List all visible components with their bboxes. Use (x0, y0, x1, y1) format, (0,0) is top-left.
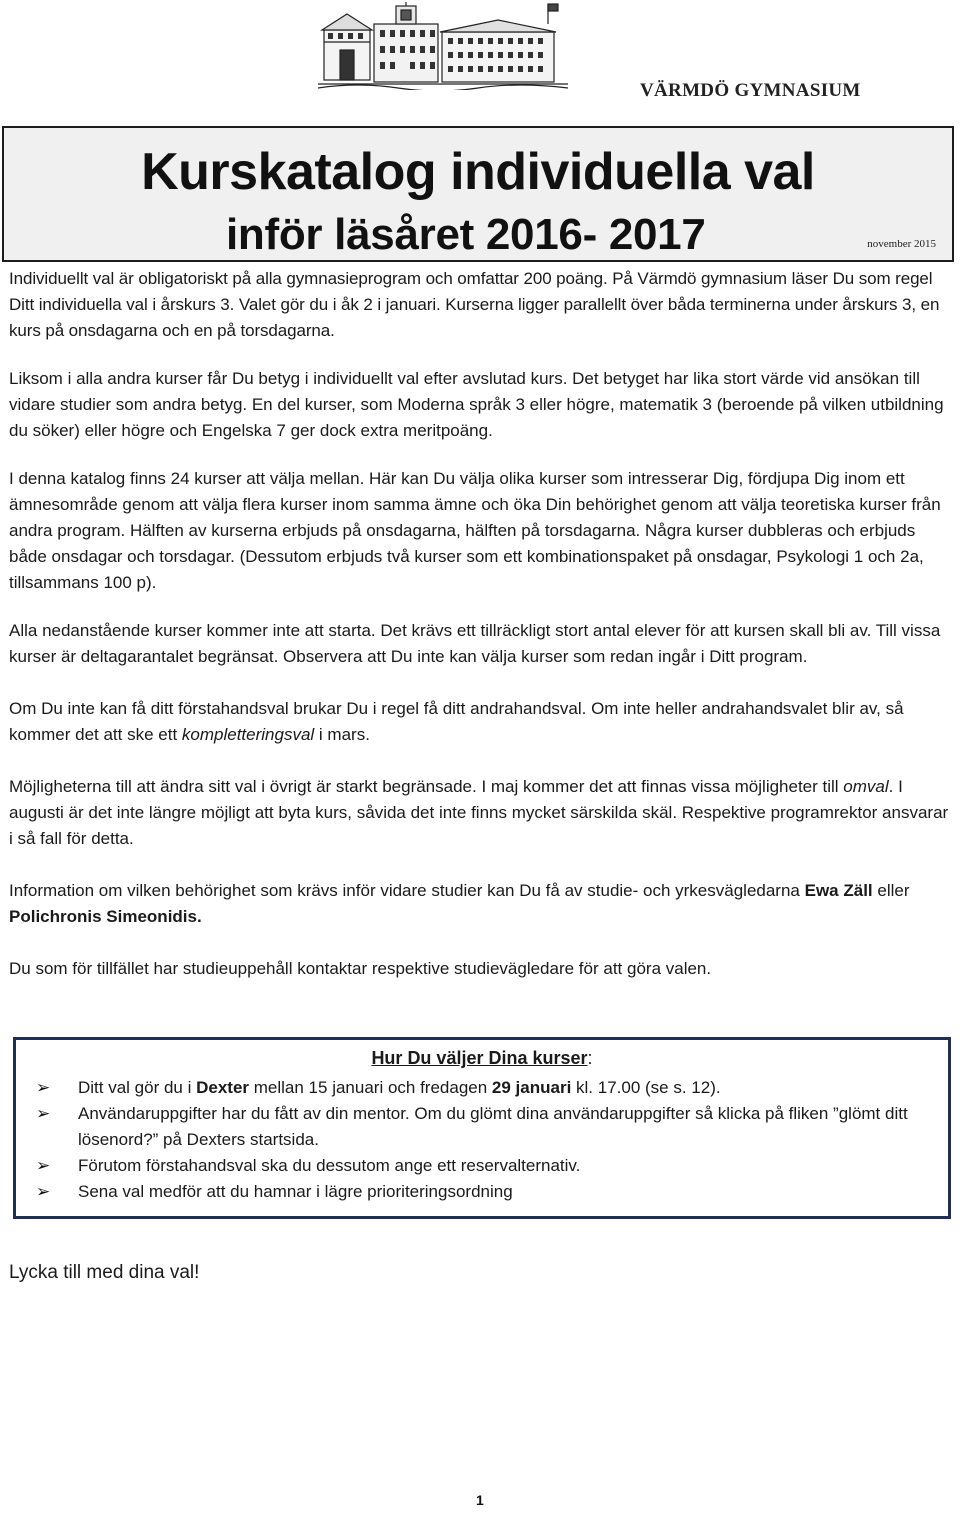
list-item (36, 1179, 952, 1205)
box-title (16, 1048, 948, 1069)
arrow-bullet-icon: ➢ (36, 1104, 51, 1123)
body-text (9, 266, 954, 982)
instruction-list (36, 1075, 952, 1205)
paragraph-change-choice (9, 774, 954, 852)
date-label: november 2015 (867, 238, 936, 250)
box-title-suffix: : (587, 1048, 593, 1068)
paragraph-grades: Liksom i alla andra kurser får Du betyg i individuellt val efter avslutad kurs. Det betyget har lika stort värde vid ansökan till vidare studier som andra betyg. En del kurser, som Moderna språk 3 eller högre, matematik 3 (beroende på vilken utbildning du söker) eller högre och Engelska 7 ger dock extra meritpoäng. (9, 369, 944, 440)
paragraph-intro: Individuellt val är obligatoriskt på alla gymnasieprogram och omfattar 200 poäng. På Värmdö gymnasium läser Du som regel Ditt individuella val i årskurs 3. Valet gör du i åk 2 i januari. Kurserna ligger parallellt över båda terminerna under årskurs 3, en kurs på onsdagarna och en på torsdagarna. (9, 269, 940, 340)
text-segment: . I augusti är det inte längre möjligt att byta kurs, såvida det inte finns mycket särskilda skäl. Respektive programrektor ansvarar i så fall för detta. (9, 777, 949, 848)
paragraph-catalog: I denna katalog finns 24 kurser att välja mellan. Här kan Du välja olika kurser som intresserar Dig, fördjupa Dig inom ett ämnesområde genom att välja flera kurser inom samma ämne och öka Din behörighet genom att välja teoretiska kurser från andra program. Hälften av kurserna erbjuds på onsdagarna, hälften på torsdagarna. Några kurser dubbleras och erbjuds både onsdagar och torsdagar. (Dessutom erbjuds två kurser som ett kombinationspaket på onsdagar, Psykologi 1 och 2a, tillsammans 100 p). (9, 469, 941, 592)
counselor-name-1: Ewa Zäll (804, 881, 873, 900)
arrow-bullet-icon: ➢ (36, 1156, 51, 1175)
list-item-text: Sena val medför att du hamnar i lägre prioriteringsordning (78, 1182, 513, 1201)
paragraph-counselors (9, 878, 954, 930)
page-title: Kurskatalog individuella val (141, 143, 815, 201)
text-segment: Möjligheterna till att ändra sitt val i övrigt är starkt begränsade. I maj kommer det att finnas vissa möjligheter till (9, 777, 844, 796)
text-segment: i mars. (314, 725, 370, 744)
text-segment: Om Du inte kan få ditt förstahandsval brukar Du i regel få ditt andrahandsval. Om inte heller andrahandsvalet blir av, så kommer det att ske ett (9, 699, 904, 744)
list-item-text: Användaruppgifter har du fått av din mentor. Om du glömt dina användaruppgifter så klicka på fliken ”glömt ditt lösenord?” på Dexters startsida. (78, 1104, 908, 1149)
paragraph-study-break: Du som för tillfället har studieuppehåll kontaktar respektive studievägledare för att göra valen. (9, 959, 712, 978)
text-segment: mellan 15 januari och fredagen (249, 1078, 492, 1097)
list-item (36, 1075, 952, 1101)
text-segment: kl. 17.00 (se s. 12). (571, 1078, 721, 1097)
school-name: VÄRMDÖ GYMNASIUM (640, 80, 861, 101)
page-subtitle: inför läsåret 2016- 2017 (226, 210, 706, 259)
text-segment: Information om vilken behörighet som krävs inför vidare studier kan Du få av studie- och yrkesvägledarna (9, 881, 805, 900)
deadline-date: 29 januari (491, 1078, 572, 1097)
arrow-bullet-icon: ➢ (36, 1182, 51, 1201)
how-to-choose-box (13, 1037, 951, 1219)
list-item (36, 1101, 952, 1153)
dexter-label: Dexter (196, 1078, 250, 1097)
text-segment: eller (872, 881, 910, 900)
paragraph-course-start: Alla nedanstående kurser kommer inte att starta. Det krävs ett tillräckligt stort antal elever för att kursen skall bli av. Till vissa kurser är deltagarantalet begränsat. Observera att Du inte kan välja kurser som redan ingår i Ditt program. (9, 621, 941, 666)
closing-text: Lycka till med dina val! (9, 1262, 200, 1283)
title-box (2, 126, 954, 262)
emphasis-kompletteringsval: kompletteringsval (181, 725, 315, 744)
emphasis-omval: omval (843, 777, 889, 796)
arrow-bullet-icon: ➢ (36, 1078, 51, 1097)
paragraph-second-choice (9, 696, 954, 748)
list-item-text: Förutom förstahandsval ska du dessutom ange ett reservalternativ. (78, 1156, 581, 1175)
school-building-logo-icon (318, 2, 568, 90)
box-title-text: Hur Du väljer Dina kurser (371, 1048, 588, 1068)
page-number: 1 (476, 1492, 484, 1508)
list-item (36, 1153, 952, 1179)
text-segment: Ditt val gör du i (78, 1078, 197, 1097)
counselor-name-2: Polichronis Simeonidis. (9, 907, 202, 926)
